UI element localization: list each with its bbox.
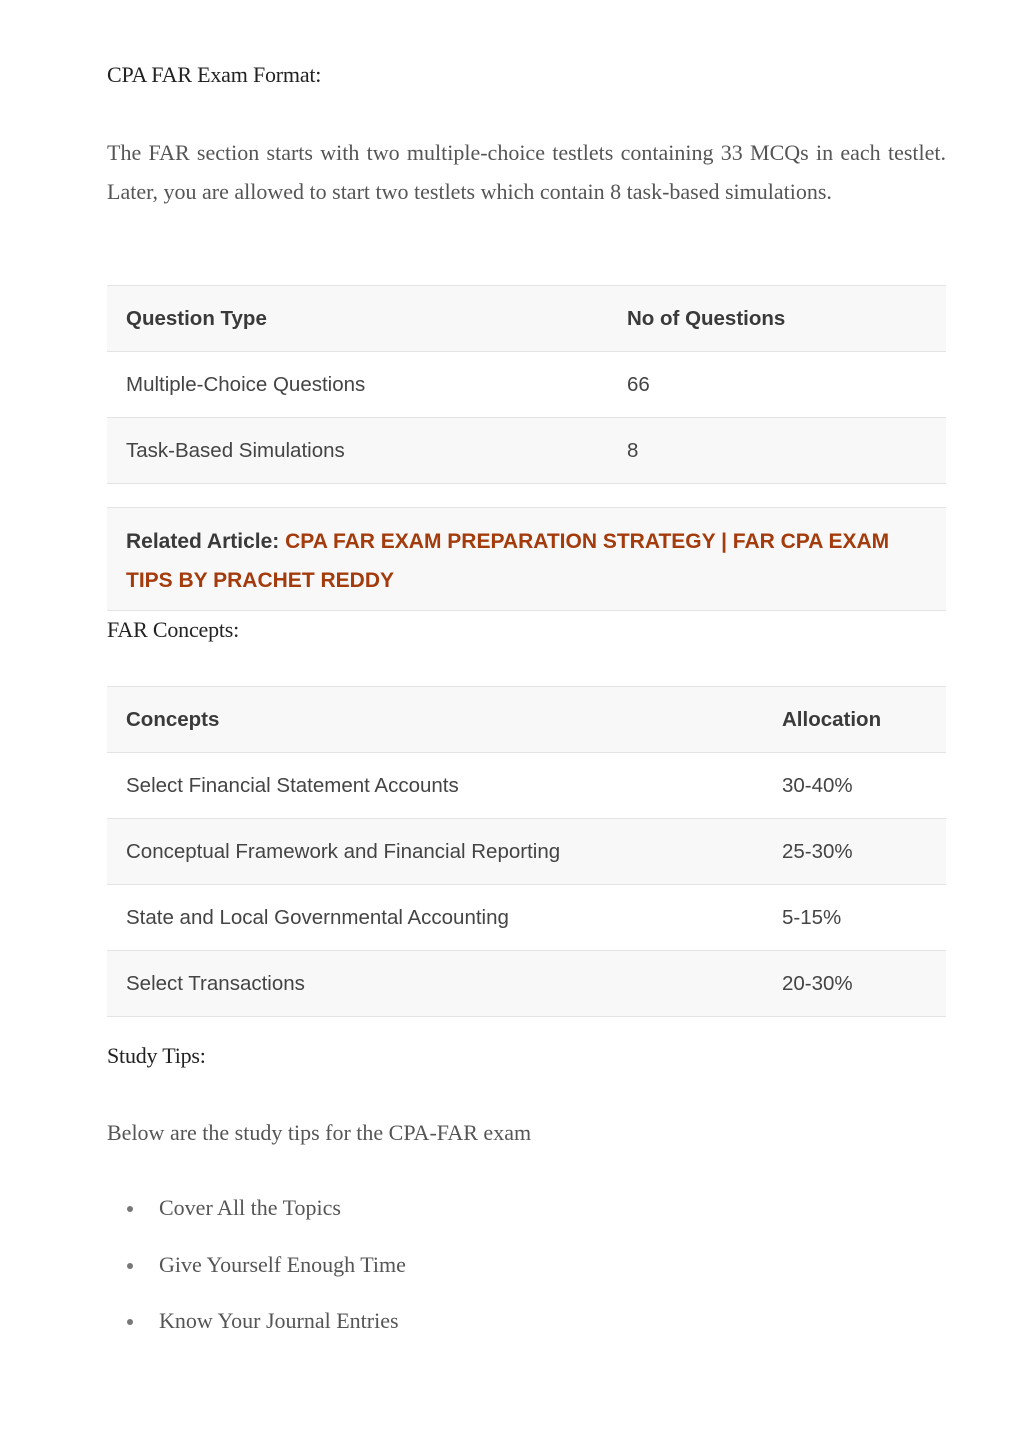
list-item [107, 1301, 406, 1358]
study-tip-text: Give Yourself Enough Time [159, 1251, 406, 1277]
table-row [107, 418, 946, 484]
study-tips-list [107, 1188, 406, 1358]
allocation-cell: 25-30% [763, 819, 946, 885]
bullet-icon [127, 1319, 133, 1325]
column-header-question-type: Question Type [107, 286, 608, 352]
study-tip-text: Cover All the Topics [159, 1195, 341, 1220]
table-row [107, 352, 946, 418]
related-article-box [107, 507, 946, 611]
allocation-cell: 20-30% [763, 951, 946, 1017]
table-row [107, 951, 946, 1017]
question-count-cell: 66 [608, 352, 946, 418]
table-row [107, 885, 946, 951]
concepts-table [107, 686, 946, 1017]
column-header-no-of-questions: No of Questions [608, 286, 946, 352]
concept-cell: Conceptual Framework and Financial Reporting [107, 819, 763, 885]
table-header-row [107, 687, 946, 753]
column-header-allocation: Allocation [763, 687, 946, 753]
study-tips-heading: Study Tips: [107, 1043, 206, 1068]
question-type-cell: Multiple-Choice Questions [107, 352, 608, 418]
allocation-cell: 5-15% [763, 885, 946, 951]
table-row [107, 819, 946, 885]
concept-cell: Select Transactions [107, 951, 763, 1017]
intro-paragraph: The FAR section starts with two multiple-choice testlets containing 33 MCQs in each testlet. Later, you are allowed to start two testlets which contain 8 task-based simulations. [107, 140, 946, 204]
column-header-concepts: Concepts [107, 687, 763, 753]
related-article-label: Related Article: [126, 530, 280, 553]
study-tips-intro: Below are the study tips for the CPA-FAR exam [107, 1120, 532, 1145]
question-count-cell: 8 [608, 418, 946, 484]
bullet-icon [127, 1263, 133, 1269]
allocation-cell: 30-40% [763, 753, 946, 819]
related-article-link[interactable]: CPA FAR EXAM PREPARATION STRATEGY | FAR CPA EXAM TIPS BY PRACHET REDDY [126, 530, 890, 592]
concept-cell: State and Local Governmental Accounting [107, 885, 763, 951]
concept-cell: Select Financial Statement Accounts [107, 753, 763, 819]
question-type-cell: Task-Based Simulations [107, 418, 608, 484]
questions-table [107, 285, 946, 484]
list-item [107, 1188, 406, 1245]
list-item [107, 1245, 406, 1302]
study-tip-text: Know Your Journal Entries [159, 1308, 399, 1333]
exam-format-heading: CPA FAR Exam Format: [107, 62, 322, 87]
bullet-icon [127, 1206, 133, 1212]
table-header-row [107, 286, 946, 352]
far-concepts-heading: FAR Concepts: [107, 617, 240, 642]
table-row [107, 753, 946, 819]
